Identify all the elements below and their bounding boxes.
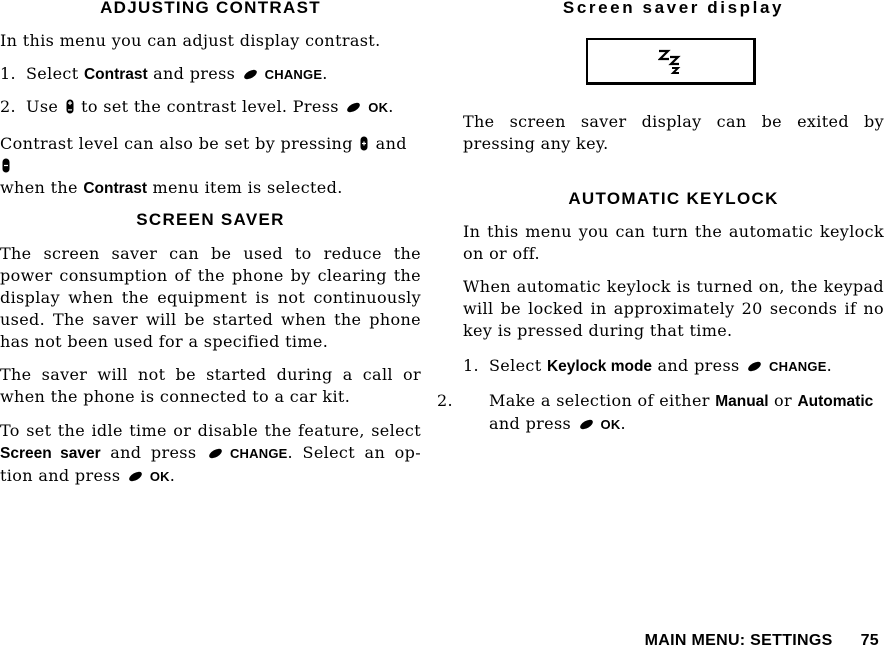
screen-saver-heading: SCREEN SAVER bbox=[136, 210, 285, 229]
step-text: Select bbox=[26, 64, 84, 83]
step-text: and press bbox=[652, 356, 746, 375]
screen-saver-para-1: The screen saver can be used to reduce the power consumption of the phone by clearing the display when the equipment is not continuously used. The saver will be started when the phone has not been used for a specified time. bbox=[0, 244, 421, 351]
contrast-step-2 bbox=[0, 96, 421, 119]
softkey-icon bbox=[243, 69, 258, 80]
punctuation: . bbox=[826, 356, 833, 375]
softkey-icon bbox=[579, 419, 594, 430]
softkey-icon bbox=[747, 361, 762, 372]
screen-saver-para-2: The saver will not be started during a call or when the phone is connected to a car kit. bbox=[0, 365, 421, 406]
punctuation: . bbox=[388, 97, 394, 116]
step-number: 2. bbox=[0, 97, 16, 116]
section-title: MAIN MENU: SETTINGS bbox=[644, 632, 833, 649]
screen-saver-display-heading: Screen saver display bbox=[562, 0, 785, 17]
step-text: to set the contrast level. Press bbox=[75, 97, 345, 116]
contrast-note bbox=[0, 133, 421, 200]
note-text: menu item is selected. bbox=[147, 178, 343, 197]
step-text: Make a selection of either bbox=[489, 391, 716, 410]
option-name: Automatic bbox=[797, 393, 874, 410]
note-text: and bbox=[370, 134, 407, 153]
softkey-label: OK bbox=[149, 469, 170, 484]
step-text: or bbox=[768, 391, 798, 410]
step-number: 1. bbox=[0, 64, 16, 83]
para-text: . Select an op-tion and press bbox=[0, 443, 421, 485]
note-text: Contrast level can also be set by pressing bbox=[0, 134, 359, 153]
keylock-para: When automatic keylock is turned on, the keypad will be locked in approximately 20 seconds if no key is pressed during that time. bbox=[463, 277, 884, 340]
softkey-label: CHANGE bbox=[769, 359, 827, 374]
scroll-up-icon bbox=[360, 136, 368, 151]
step-text: Use bbox=[26, 97, 64, 116]
step-text: Select bbox=[489, 356, 547, 375]
page-number: 75 bbox=[860, 632, 879, 649]
scroll-down-icon bbox=[2, 158, 10, 173]
para-text: To set the idle time or disable the feature, select bbox=[0, 421, 421, 440]
softkey-icon bbox=[128, 471, 143, 482]
contrast-intro: In this menu you can adjust display contrast. bbox=[0, 31, 381, 50]
softkey-label: CHANGE bbox=[264, 67, 323, 82]
menu-item-name: Keylock mode bbox=[546, 358, 653, 375]
step-text: and press bbox=[147, 64, 241, 83]
softkey-label: OK bbox=[368, 100, 389, 115]
menu-item-name: Contrast bbox=[83, 180, 148, 197]
automatic-keylock-heading: AUTOMATIC KEYLOCK bbox=[568, 189, 779, 208]
menu-item-name: Contrast bbox=[83, 66, 148, 83]
zzz-sleep-icon bbox=[658, 47, 684, 75]
keylock-intro: In this menu you can turn the automatic keylock on or off. bbox=[463, 222, 884, 263]
keylock-step-2 bbox=[437, 390, 884, 436]
step-number: 2. bbox=[437, 391, 453, 410]
softkey-label: CHANGE bbox=[229, 446, 288, 461]
scroll-key-icon bbox=[66, 99, 74, 114]
note-text: when the bbox=[0, 178, 84, 197]
softkey-icon bbox=[208, 448, 223, 459]
screen-saver-para-3 bbox=[0, 420, 421, 488]
para-text: and press bbox=[100, 443, 206, 462]
softkey-label: OK bbox=[600, 417, 621, 432]
punctuation: . bbox=[620, 414, 626, 433]
menu-item-name: Screen saver bbox=[0, 445, 101, 462]
punctuation: . bbox=[322, 64, 328, 83]
step-number: 1. bbox=[463, 356, 479, 375]
page-footer bbox=[645, 632, 879, 650]
keylock-step-1 bbox=[463, 355, 884, 378]
softkey-icon bbox=[346, 102, 361, 113]
screen-saver-display-para: The screen saver display can be exited by pressing any key. bbox=[463, 112, 884, 153]
step-text: and press bbox=[489, 414, 577, 433]
contrast-heading: ADJUSTING CONTRAST bbox=[100, 0, 321, 17]
punctuation: . bbox=[169, 466, 176, 485]
option-name: Manual bbox=[715, 393, 769, 410]
contrast-step-1 bbox=[0, 63, 421, 86]
phone-display-illustration bbox=[586, 38, 756, 85]
